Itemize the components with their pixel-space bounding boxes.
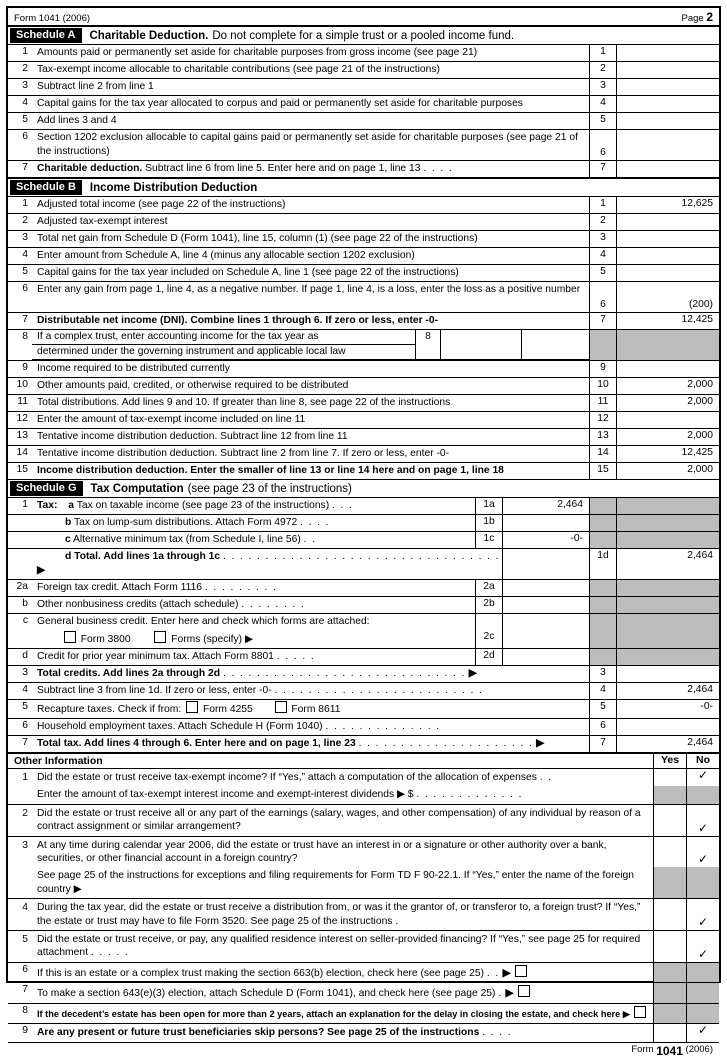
row-number bbox=[8, 630, 32, 649]
row-number: 14 bbox=[8, 446, 32, 463]
amount-field[interactable] bbox=[617, 113, 720, 130]
schedule-a-header bbox=[8, 27, 719, 45]
amount-field[interactable]: 2,464 bbox=[617, 683, 720, 700]
amount-field[interactable] bbox=[617, 361, 720, 378]
line-number: 7 bbox=[590, 161, 617, 178]
table-row bbox=[8, 412, 719, 429]
question-text: Did the estate or trust receive all or any part of the earnings (salary, wages, and other compensation) of any individual by reason of a contract assignment or similar arrangement? bbox=[32, 804, 654, 836]
row-text: Capital gains for the tax year allocated to corpus and paid or permanently set aside for charitable purposes bbox=[32, 96, 590, 113]
row-text: d Total. Add lines 1a through 1c . . . . . . . . . . . . . . . . . . . . . . . . . . . . . . . . . ▶ bbox=[32, 549, 503, 580]
table-row bbox=[8, 161, 719, 178]
table-row bbox=[8, 769, 719, 786]
no-cell-shaded bbox=[687, 962, 720, 982]
form-footer bbox=[8, 1043, 719, 1058]
schedule-a-table bbox=[8, 45, 719, 178]
table-row bbox=[8, 1024, 719, 1042]
amount-shaded bbox=[617, 580, 720, 597]
row-number: 15 bbox=[8, 463, 32, 480]
row-number bbox=[8, 532, 32, 549]
table-row bbox=[8, 736, 719, 753]
spacer bbox=[503, 549, 590, 580]
table-row bbox=[8, 786, 719, 804]
row-number: 2 bbox=[8, 804, 32, 836]
table-row bbox=[8, 248, 719, 265]
inner-amount-field[interactable] bbox=[503, 515, 590, 532]
row-text: Adjusted total income (see page 22 of the instructions) bbox=[32, 197, 590, 214]
yes-cell-shaded bbox=[654, 1003, 687, 1023]
inner-line-number: 2a bbox=[476, 580, 503, 597]
row-number: 7 bbox=[8, 983, 32, 1003]
page-indicator: Page 2 bbox=[681, 10, 713, 24]
yes-cell[interactable] bbox=[654, 899, 687, 931]
amount-field[interactable] bbox=[617, 719, 720, 736]
inner-line-number: 2b bbox=[476, 597, 503, 614]
question-text: Did the estate or trust receive tax-exempt income? If “Yes,” attach a computation of the allocation of expenses . . bbox=[37, 772, 553, 783]
section-663b-election-checkbox[interactable] bbox=[515, 965, 527, 977]
amount-shaded bbox=[617, 498, 720, 515]
inner-amount-field[interactable] bbox=[503, 630, 590, 649]
row-text: Household employment taxes. Attach Schedule H (Form 1040) . . . . . . . . . . . . . . bbox=[32, 719, 590, 736]
table-row bbox=[8, 666, 719, 683]
row-number bbox=[8, 515, 32, 532]
amount-field[interactable] bbox=[617, 412, 720, 429]
yes-cell-shaded bbox=[654, 962, 687, 982]
row-text: Recapture taxes. Check if from: Form 4255 Form 8611 bbox=[32, 700, 590, 719]
other-information-header bbox=[8, 752, 719, 769]
question-text: Are any present or future trust beneficiaries skip persons? See page 25 of the instructions . . . . bbox=[32, 1024, 654, 1042]
row-text: Total credits. Add lines 2a through 2d . . . . . . . . . . . . . . . . . . . . . . . . . . . . . ▶ bbox=[32, 666, 590, 683]
form-sheet bbox=[6, 6, 721, 1058]
schedule-b-tag: Schedule B bbox=[10, 180, 82, 195]
inner-line-number: 1c bbox=[476, 532, 503, 549]
table-row bbox=[8, 282, 719, 313]
row-text: Tax-exempt income allocable to charitable contributions (see page 21 of the instructions) bbox=[32, 62, 590, 79]
row-text: Income required to be distributed currently bbox=[32, 361, 590, 378]
no-cell[interactable]: ✓ bbox=[687, 836, 720, 867]
line-number: 1d bbox=[590, 549, 617, 580]
spacer bbox=[522, 330, 590, 360]
no-cell[interactable]: ✓ bbox=[687, 931, 720, 963]
row-number: 4 bbox=[8, 248, 32, 265]
row-number: 6 bbox=[8, 130, 32, 161]
amount-field[interactable] bbox=[617, 79, 720, 96]
no-cell[interactable]: ✓ bbox=[687, 899, 720, 931]
row-text: Enter amount from Schedule A, line 4 (minus any allocable section 1202 exclusion) bbox=[32, 248, 590, 265]
question-text: If the decedent’s estate has been open for more than 2 years, attach an explanation for the delay in closing the estate, and check here ▶ bbox=[32, 1003, 654, 1023]
yes-cell[interactable] bbox=[654, 931, 687, 963]
line-number: 12 bbox=[590, 412, 617, 429]
form-4255-checkbox[interactable] bbox=[186, 701, 198, 713]
no-cell-shaded bbox=[687, 983, 720, 1003]
amount-shaded bbox=[617, 649, 720, 666]
row-text-line: determined under the governing instrument and applicable local law bbox=[32, 345, 416, 360]
row-number: 9 bbox=[8, 361, 32, 378]
row-text: Section 1202 exclusion allocable to capital gains paid or permanently set aside for charitable purposes (see page 21 of the instructions) bbox=[32, 130, 590, 161]
schedule-a-subtitle: Do not complete for a simple trust or a pooled income fund. bbox=[212, 29, 515, 42]
estate-open-2-years-checkbox[interactable] bbox=[634, 1006, 646, 1018]
line-number-shaded bbox=[590, 532, 617, 549]
row-text: Subtract line 2 from line 1 bbox=[32, 79, 590, 96]
row-number bbox=[8, 867, 32, 898]
yes-cell[interactable] bbox=[654, 836, 687, 867]
row-text: General business credit. Enter here and check which forms are attached: bbox=[37, 616, 370, 627]
row-number: 5 bbox=[8, 931, 32, 963]
row-number: 4 bbox=[8, 683, 32, 700]
row-text: Subtract line 3 from line 1d. If zero or less, enter -0- . . . . . . . . . . . . . . . . . . . . . . . . . bbox=[32, 683, 590, 700]
table-row bbox=[8, 899, 719, 931]
row-number: 1 bbox=[8, 45, 32, 62]
amount-field[interactable] bbox=[617, 666, 720, 683]
table-row bbox=[8, 836, 719, 867]
schedule-a-tag: Schedule A bbox=[10, 28, 82, 43]
form-3800-checkbox[interactable] bbox=[64, 631, 76, 643]
table-row bbox=[8, 867, 719, 898]
row-number: 12 bbox=[8, 412, 32, 429]
table-row bbox=[8, 378, 719, 395]
amount-field[interactable]: 12,625 bbox=[617, 197, 720, 214]
row-text: c Alternative minimum tax (from Schedule I, line 56) . . bbox=[32, 532, 476, 549]
row-text: Tentative income distribution deduction. Subtract line 2 from line 7. If zero or less, enter -0- bbox=[32, 446, 590, 463]
row-number: 6 bbox=[8, 282, 32, 313]
table-row bbox=[8, 962, 719, 982]
table-row bbox=[8, 96, 719, 113]
amount-shaded bbox=[617, 630, 720, 649]
line-number-shaded bbox=[590, 515, 617, 532]
row-text: b Tax on lump-sum distributions. Attach Form 4972 . . . . bbox=[32, 515, 476, 532]
footer-form-label: Form bbox=[631, 1043, 654, 1055]
form-id: Form 1041 (2006) bbox=[14, 13, 91, 24]
row-text: Total net gain from Schedule D (Form 1041), line 15, column (1) (see page 22 of the instructions) bbox=[32, 231, 590, 248]
no-cell[interactable]: ✓ bbox=[687, 769, 720, 786]
table-row bbox=[8, 498, 719, 515]
line-number: 1 bbox=[590, 45, 617, 62]
line-number-shaded bbox=[590, 614, 617, 631]
line-number: 6 bbox=[590, 130, 617, 161]
table-row bbox=[8, 700, 719, 719]
line-number: 9 bbox=[590, 361, 617, 378]
line-number-shaded bbox=[590, 630, 617, 649]
line-number: 15 bbox=[590, 463, 617, 480]
schedule-b-title: Income Distribution Deduction bbox=[89, 181, 258, 194]
row-number: 11 bbox=[8, 395, 32, 412]
table-row bbox=[8, 983, 719, 1003]
line-number: 6 bbox=[590, 282, 617, 313]
row-number: 4 bbox=[8, 96, 32, 113]
table-row bbox=[8, 395, 719, 412]
inner-amount-field[interactable] bbox=[503, 597, 590, 614]
amount-shaded bbox=[617, 515, 720, 532]
row-text: Other amounts paid, credited, or otherwise required to be distributed bbox=[32, 378, 590, 395]
line-number: 7 bbox=[590, 313, 617, 330]
table-row bbox=[8, 313, 719, 330]
table-row bbox=[8, 931, 719, 963]
amount-field[interactable] bbox=[617, 265, 720, 282]
amount-field[interactable] bbox=[617, 130, 720, 161]
row-number: 1 bbox=[8, 197, 32, 214]
row-number: 13 bbox=[8, 429, 32, 446]
table-row bbox=[8, 549, 719, 580]
amount-field[interactable]: 2,000 bbox=[617, 395, 720, 412]
footer-year: (2006) bbox=[685, 1043, 713, 1055]
line-number-shaded bbox=[590, 498, 617, 515]
yes-cell-shaded bbox=[654, 867, 687, 898]
line-number: 11 bbox=[590, 395, 617, 412]
row-number: 6 bbox=[8, 719, 32, 736]
table-row bbox=[8, 804, 719, 836]
table-row bbox=[8, 197, 719, 214]
row-text: Distributable net income (DNI). Combine lines 1 through 6. If zero or less, enter -0- bbox=[32, 313, 590, 330]
table-row bbox=[8, 446, 719, 463]
table-row bbox=[8, 214, 719, 231]
page-header bbox=[8, 8, 719, 27]
line-number: 14 bbox=[590, 446, 617, 463]
row-text: Charitable deduction. Subtract line 6 from line 5. Enter here and on page 1, line 13 . . . . bbox=[32, 161, 590, 178]
line-number: 2 bbox=[590, 62, 617, 79]
row-number: 2a bbox=[8, 580, 32, 597]
inner-line-number: 1a bbox=[476, 498, 503, 515]
yes-column-header: Yes bbox=[653, 754, 686, 768]
inner-line-number: 2d bbox=[476, 649, 503, 666]
line-number: 3 bbox=[590, 666, 617, 683]
row-number: 2 bbox=[8, 214, 32, 231]
inner-amount-field[interactable] bbox=[441, 330, 522, 360]
yes-cell-shaded bbox=[654, 983, 687, 1003]
other-information-title: Other Information bbox=[14, 755, 103, 767]
row-text: Foreign tax credit. Attach Form 1116 . . . . . . . . . bbox=[32, 580, 476, 597]
schedule-g-table bbox=[8, 498, 719, 752]
amount-field[interactable]: 2,000 bbox=[617, 378, 720, 395]
yes-cell[interactable] bbox=[654, 769, 687, 786]
line-number: 4 bbox=[590, 96, 617, 113]
table-row bbox=[8, 580, 719, 597]
amount-field[interactable]: -0- bbox=[617, 700, 720, 719]
amount-field[interactable]: 2,464 bbox=[617, 736, 720, 753]
yes-cell-shaded bbox=[654, 786, 687, 804]
line-number: 4 bbox=[590, 683, 617, 700]
line-number: 2 bbox=[590, 214, 617, 231]
table-row bbox=[8, 429, 719, 446]
line-number: 4 bbox=[590, 248, 617, 265]
row-text: Enter the amount of tax-exempt income included on line 11 bbox=[32, 412, 590, 429]
schedule-g-subtitle: (see page 23 of the instructions) bbox=[187, 482, 352, 495]
question-text: To make a section 643(e)(3) election, attach Schedule D (Form 1041), and check here (see page 25) . ▶ bbox=[32, 983, 654, 1003]
row-text: Enter any gain from page 1, line 4, as a negative number. If page 1, line 4, is a loss, enter the loss as a positive number bbox=[32, 282, 590, 313]
schedule-b-header bbox=[8, 178, 719, 197]
row-number: 2 bbox=[8, 62, 32, 79]
amount-field[interactable]: 2,000 bbox=[617, 463, 720, 480]
question-text: Did the estate or trust receive, or pay, any qualified residence interest on seller-provided financing? If “Yes,” see page 25 for required attachment . . . . . bbox=[32, 931, 654, 963]
table-row bbox=[8, 62, 719, 79]
amount-field[interactable] bbox=[617, 161, 720, 178]
line-number: 5 bbox=[590, 113, 617, 130]
form-8611-checkbox[interactable] bbox=[275, 701, 287, 713]
table-row bbox=[8, 231, 719, 248]
row-number bbox=[8, 786, 32, 804]
no-cell[interactable]: ✓ bbox=[687, 804, 720, 836]
question-text: During the tax year, did the estate or trust receive a distribution from, or was it the grantor of, or transferor to, a foreign trust? If “Yes,” the estate or trust may have to file Form 3520. See page 25 of the instructions . bbox=[32, 899, 654, 931]
row-number: 7 bbox=[22, 737, 28, 748]
inner-line-number: 1b bbox=[476, 515, 503, 532]
row-number: 3 bbox=[8, 666, 32, 683]
question-text: Enter the amount of tax-exempt interest income and exempt-interest dividends ▶ $ . . . . . . . . . . . . . bbox=[32, 786, 654, 804]
row-number: 5 bbox=[8, 113, 32, 130]
row-number: 10 bbox=[8, 378, 32, 395]
row-text: Amounts paid or permanently set aside for charitable purposes from gross income (see page 21) bbox=[32, 45, 590, 62]
amount-field[interactable]: 12,425 bbox=[617, 446, 720, 463]
table-row bbox=[8, 330, 719, 361]
no-cell[interactable]: ✓ bbox=[687, 1024, 720, 1042]
row-text: Add lines 3 and 4 bbox=[32, 113, 590, 130]
row-number: 3 bbox=[22, 839, 28, 851]
line-number: 5 bbox=[590, 265, 617, 282]
row-number: d bbox=[8, 649, 32, 666]
amount-shaded bbox=[617, 597, 720, 614]
line-number-shaded bbox=[590, 330, 617, 361]
schedule-g-title: Tax Computation bbox=[90, 482, 184, 495]
row-text: Income distribution deduction. Enter the smaller of line 13 or line 14 here and on page 1, line 18 bbox=[32, 463, 590, 480]
line-number: 5 bbox=[590, 700, 617, 719]
table-row bbox=[8, 1003, 719, 1023]
table-row bbox=[8, 630, 719, 649]
row-number: 1 bbox=[22, 772, 28, 783]
row-text: Adjusted tax-exempt interest bbox=[32, 214, 590, 231]
row-number: 3 bbox=[8, 79, 32, 96]
other-information-table bbox=[8, 769, 719, 1043]
table-row bbox=[8, 515, 719, 532]
amount-shaded bbox=[617, 532, 720, 549]
row-number: 1 bbox=[8, 498, 32, 515]
schedule-g-tag: Schedule G bbox=[10, 481, 83, 496]
amount-field[interactable] bbox=[617, 214, 720, 231]
amount-field[interactable] bbox=[617, 231, 720, 248]
row-number: 7 bbox=[8, 161, 32, 178]
table-row bbox=[8, 45, 719, 62]
forms-specify-checkbox[interactable] bbox=[154, 631, 166, 643]
yes-cell[interactable] bbox=[654, 804, 687, 836]
line-number: 7 bbox=[590, 736, 617, 753]
inner-amount-field[interactable] bbox=[503, 649, 590, 666]
inner-line-number: 8 bbox=[416, 330, 441, 360]
question-text: If this is an estate or a complex trust making the section 663(b) election, check here (see page 25) . . ▶ bbox=[32, 962, 654, 982]
amount-shaded bbox=[617, 330, 720, 361]
amount-field[interactable] bbox=[617, 248, 720, 265]
amount-field[interactable] bbox=[617, 96, 720, 113]
spacer bbox=[476, 614, 503, 631]
row-checkbox-group: Form 3800 Forms (specify) ▶ bbox=[32, 630, 476, 649]
amount-field[interactable] bbox=[617, 45, 720, 62]
inner-line-number: 2c bbox=[476, 630, 503, 649]
row-text-line: If a complex trust, enter accounting income for the tax year as bbox=[32, 330, 416, 345]
spacer bbox=[503, 614, 590, 631]
table-row bbox=[8, 719, 719, 736]
inner-amount-field[interactable] bbox=[503, 580, 590, 597]
row-number: c bbox=[22, 615, 28, 626]
amount-field[interactable]: 2,464 bbox=[617, 549, 720, 580]
question-text: See page 25 of the instructions for exceptions and filing requirements for Form TD F 90-22.1. If “Yes,” enter the name of the foreign country ▶ bbox=[32, 867, 654, 898]
inner-amount-field[interactable]: 2,464 bbox=[503, 498, 590, 515]
line-number: 10 bbox=[590, 378, 617, 395]
row-number: 8 bbox=[8, 330, 32, 361]
table-row bbox=[8, 130, 719, 161]
row-text: Tax: a Tax on taxable income (see page 23 of the instructions) . . . bbox=[32, 498, 476, 515]
table-row bbox=[8, 265, 719, 282]
table-row bbox=[8, 649, 719, 666]
line-number: 6 bbox=[590, 719, 617, 736]
row-number: 6 bbox=[8, 962, 32, 982]
row-number: b bbox=[8, 597, 32, 614]
row-text bbox=[32, 330, 590, 361]
line-number: 3 bbox=[590, 231, 617, 248]
yes-cell[interactable] bbox=[654, 1024, 687, 1042]
line-number: 1 bbox=[590, 197, 617, 214]
row-text: Total distributions. Add lines 9 and 10. If greater than line 8, see page 22 of the instructions bbox=[32, 395, 590, 412]
row-text: Total tax. Add lines 4 through 6. Enter here and on page 1, line 23 . . . . . . . . . . . . . . . . . . . . . ▶ bbox=[37, 738, 545, 749]
section-643e3-election-checkbox[interactable] bbox=[518, 985, 530, 997]
table-row bbox=[8, 532, 719, 549]
no-cell-shaded bbox=[687, 867, 720, 898]
no-cell-shaded bbox=[687, 786, 720, 804]
inner-amount-field[interactable]: -0- bbox=[503, 532, 590, 549]
schedule-g-header bbox=[8, 480, 719, 498]
row-number: 5 bbox=[8, 700, 32, 719]
amount-field[interactable]: 2,000 bbox=[617, 429, 720, 446]
line-number: 3 bbox=[590, 79, 617, 96]
amount-shaded bbox=[617, 614, 720, 631]
table-row bbox=[8, 463, 719, 480]
table-row bbox=[8, 361, 719, 378]
footer-form-number: 1041 bbox=[656, 1043, 683, 1058]
line-number-shaded bbox=[590, 597, 617, 614]
schedule-a-title: Charitable Deduction. bbox=[89, 29, 209, 42]
row-text: Tentative income distribution deduction. Subtract line 12 from line 11 bbox=[32, 429, 590, 446]
row-text: Credit for prior year minimum tax. Attach Form 8801 . . . . . bbox=[32, 649, 476, 666]
row-number: 5 bbox=[8, 265, 32, 282]
row-text: Other nonbusiness credits (attach schedule) . . . . . . . . bbox=[32, 597, 476, 614]
table-row bbox=[8, 614, 719, 631]
no-cell-shaded bbox=[687, 1003, 720, 1023]
row-number bbox=[8, 549, 32, 580]
no-column-header: No bbox=[686, 754, 719, 768]
row-number: 7 bbox=[8, 313, 32, 330]
table-row bbox=[8, 683, 719, 700]
line-number: 13 bbox=[590, 429, 617, 446]
row-text: Capital gains for the tax year included on Schedule A, line 1 (see page 22 of the instructions) bbox=[32, 265, 590, 282]
amount-field[interactable]: (200) bbox=[617, 282, 720, 313]
line-number-shaded bbox=[590, 580, 617, 597]
table-row bbox=[8, 597, 719, 614]
amount-field[interactable]: 12,425 bbox=[617, 313, 720, 330]
amount-field[interactable] bbox=[617, 62, 720, 79]
schedule-b-table bbox=[8, 197, 719, 480]
row-number: 9 bbox=[8, 1024, 32, 1042]
table-row bbox=[8, 79, 719, 96]
row-number: 4 bbox=[8, 899, 32, 931]
row-number: 8 bbox=[8, 1003, 32, 1023]
line-number-shaded bbox=[590, 649, 617, 666]
row-number: 3 bbox=[8, 231, 32, 248]
question-text: At any time during calendar year 2006, did the estate or trust have an interest in or a signature or other authority over a bank, securities, or other financial account in a foreign country? bbox=[37, 839, 607, 865]
table-row bbox=[8, 113, 719, 130]
